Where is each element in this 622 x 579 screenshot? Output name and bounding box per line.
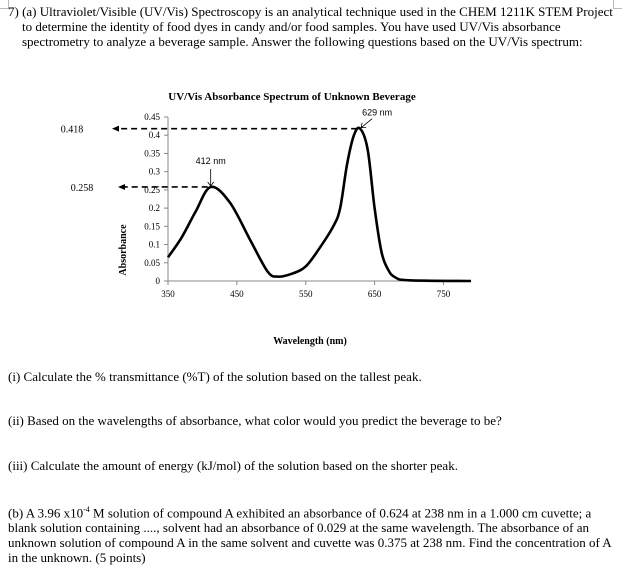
question-intro: 7) (a) Ultraviolet/Visible (UV/Vis) Spectroscopy is an analytical technique used in the CHEM 1211K STEM Project to determine the identity of food dyes in candy and/or food samples. You have used UV/Vis absorbance spectrometry to analyze a beverage sample. Answer the following questions based on the UV/Vis spectrum: [8,4,613,49]
x-tick-label: 450 [230,289,244,299]
spectrum-line [168,128,471,281]
peak-wavelength-label: 412 nm [195,155,226,166]
question-b-exponent: -4 [83,505,90,514]
x-axis-label: Wavelength (nm) [273,336,347,347]
x-tick-label: 650 [367,289,382,299]
question-i: (i) Calculate the % transmittance (%T) of the solution based on the tallest peak. [8,369,422,384]
peak-absorbance-label: 0.418 [60,124,84,136]
y-tick-label: 0 [155,276,160,286]
peak-wavelength-label: 629 nm [362,107,393,118]
question-iii: (iii) Calculate the amount of energy (kJ/mol) of the solution based on the shorter peak. [8,458,458,473]
y-axis-label: Absorbance [118,224,129,276]
question-b [8,502,614,565]
x-tick-label: 750 [436,289,451,299]
arrowhead-icon [112,126,119,132]
y-tick-label: 0.2 [148,203,160,214]
x-tick-label: 550 [298,289,313,299]
y-tick-label: 0.05 [144,257,160,268]
pointer-arrow-icon [361,119,372,128]
y-tick-label: 0.15 [144,221,160,232]
y-tick-label: 0.25 [144,184,160,195]
pointer-arrow-icon [208,169,214,186]
arrowhead-icon [118,184,125,190]
question-b-text-2: M solution of compound A exhibited an absorbance of 0.624 at 238 nm in a 1.000 cm cuvette; a blank solution containing ...., solvent had an absorbance of 0.029 at the same wavelength. The absorbance of an unknown solution of compound A in the same solvent and cuvette was 0.375 at 238 nm. Find the concentration of A in the unknown. (5 points) [8,505,611,566]
chart-title: UV/Vis Absorbance Spectrum of Unknown Beverage [168,91,416,103]
question-ii: (ii) Based on the wavelengths of absorbance, what color would you predict the beverage to be? [8,413,502,428]
y-tick-label: 0.1 [148,239,160,250]
x-tick-label: 350 [161,289,175,299]
y-tick-label: 0.35 [144,148,160,159]
peak-absorbance-label: 0.258 [70,182,94,194]
y-tick-label: 0.45 [144,112,160,122]
question-b-text-1: (b) A 3.96 x10 [8,505,84,521]
y-tick-label: 0.4 [148,130,160,141]
y-tick-label: 0.3 [148,166,160,177]
